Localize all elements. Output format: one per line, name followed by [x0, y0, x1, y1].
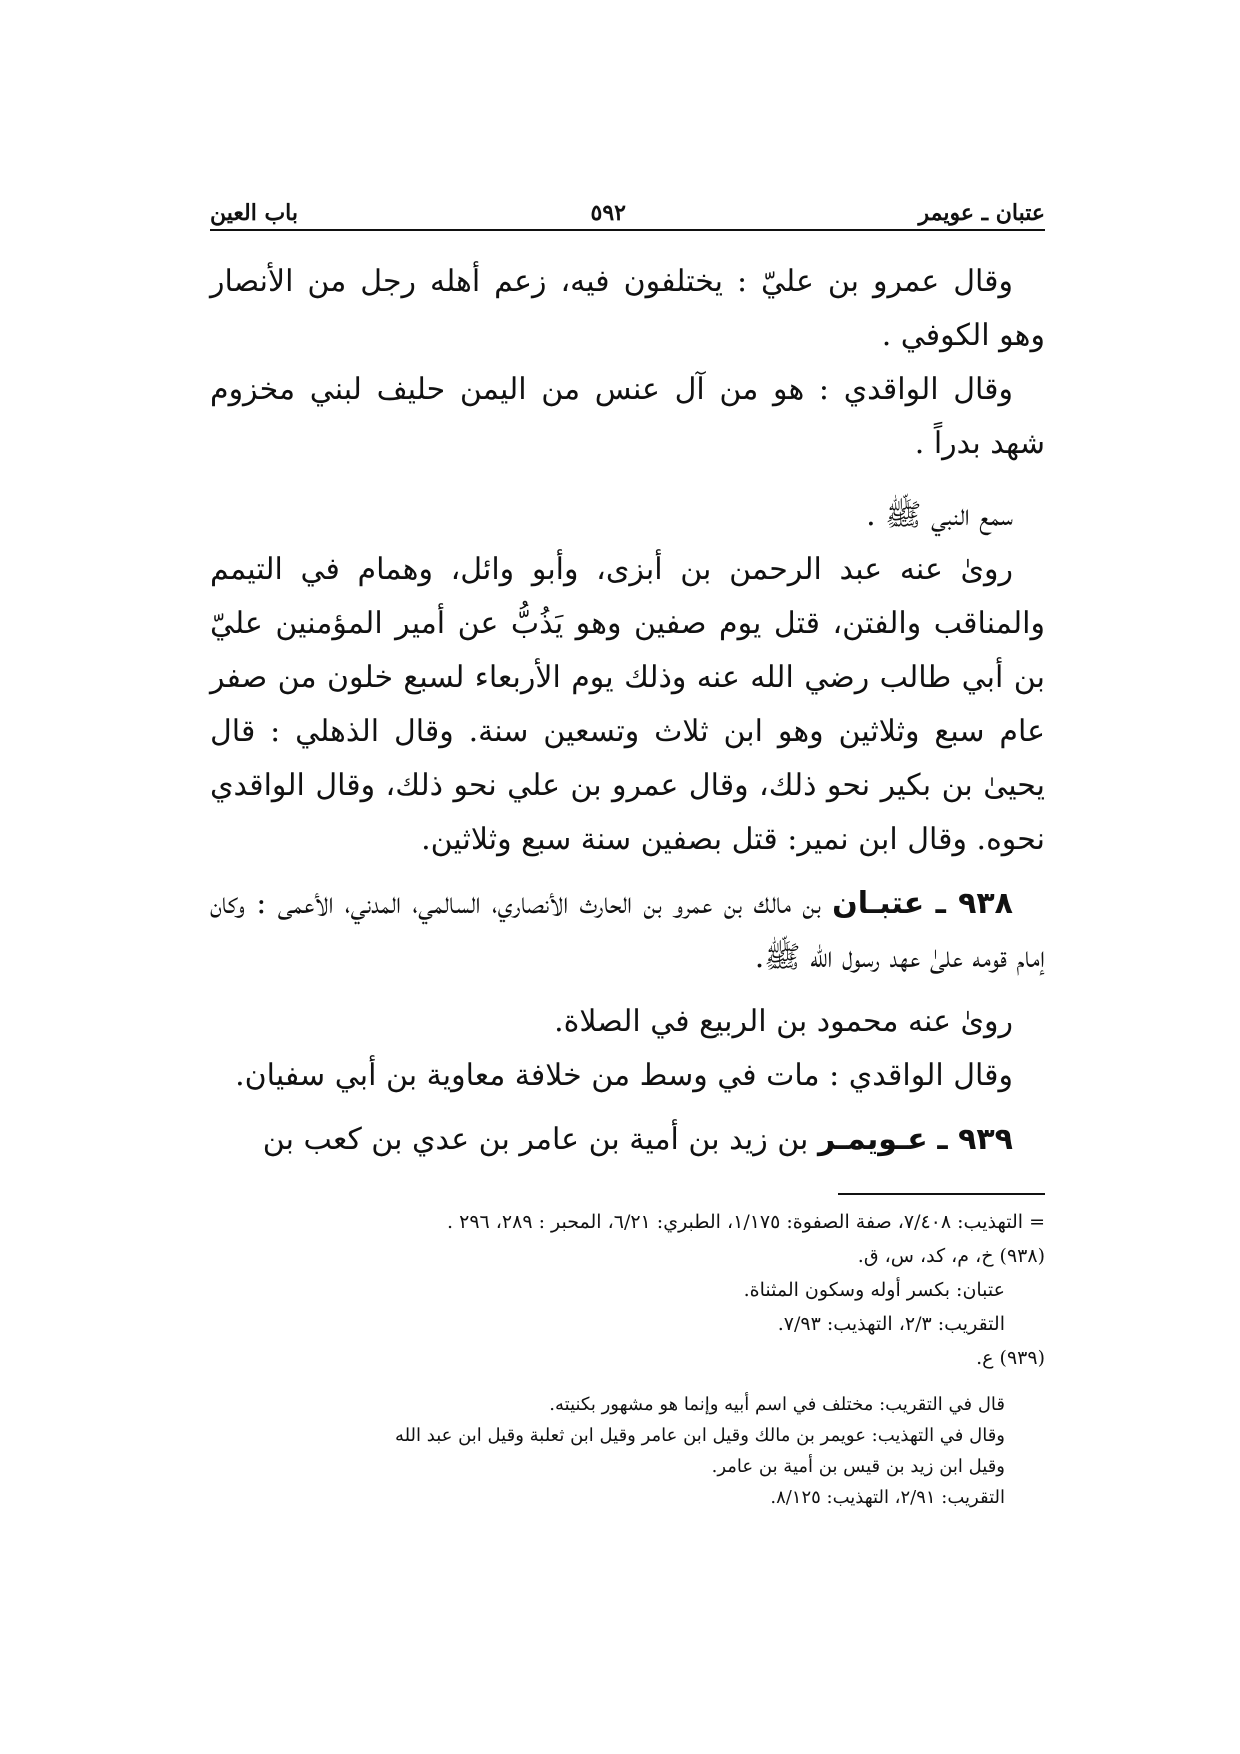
paragraph: وقال الواقدي : مات في وسط من خلافة معاوية بن أبي سفيان.: [235, 1058, 1013, 1093]
page-number: ٥٩٢: [590, 200, 626, 226]
paragraph: روىٰ عنه محمود بن الربيع في الصلاة.: [554, 1004, 1013, 1039]
entry-text: بن زيد بن أمية بن عامر بن عدي بن كعب بن: [262, 1122, 818, 1157]
footnote: = التهذيب: ٧/٤٠٨، صفة الصفوة: ١/١٧٥، الطبري: ٦/٢١، المحبر : ٢٨٩، ٢٩٦ .: [447, 1211, 1045, 1233]
running-header: [210, 192, 1045, 226]
footnote: قال في التقريب: مختلف في اسم أبيه وإنما هو مشهور بكنيته.: [549, 1394, 1005, 1415]
entry-939: [210, 1113, 1045, 1167]
entry-text: بن مالك بن عمرو بن الحارث الأنصاري، السالمي، المدني، الأعمى : وكان إمام قومه علىٰ عهد رسول الله ﷺ.: [210, 886, 1045, 975]
paragraph: سمع النبي ﷺ .: [866, 498, 1013, 533]
footnote: التقريب: ٢/٣، التهذيب: ٧/٩٣.: [777, 1313, 1005, 1335]
entry-number: ٩٣٩ ـ: [937, 1122, 1013, 1157]
footnote-rule: [838, 1193, 1045, 1195]
paragraph: وقال الواقدي : هو من آل عنس من اليمن حليف لبني مخزوم شهد بدراً .: [210, 372, 1045, 461]
entry-938: [210, 877, 1045, 985]
header-chapter-range: عتبان ـ عويمر: [918, 200, 1045, 226]
paragraph: روىٰ عنه عبد الرحمن بن أبزى، وأبو وائل، وهمام في التيمم والمناقب والفتن، قتل يوم صفين وهو يَذُبُّ عن أمير المؤمنين عليّ بن أبي طالب رضي الله عنه وذلك يوم الأربعاء لسبع خلون من صفر عام سبع وثلاثين وهو ابن ثلاث وتسعين سنة. وقال الذهلي : قال يحيىٰ بن بكير نحو ذلك، وقال عمرو بن علي نحو ذلك، وقال الواقدي نحوه. وقال ابن نمير: قتل بصفين سنة سبع وثلاثين.: [210, 552, 1045, 857]
footnote: (٩٣٨) خ، م، كد، س، ق.: [857, 1245, 1045, 1267]
paragraph: وقال عمرو بن عليّ : يختلفون فيه، زعم أهله رجل من الأنصار وهو الكوفي .: [210, 264, 1045, 353]
header-section-title: باب العين: [210, 200, 299, 226]
entry-name: عتبـان: [832, 886, 925, 921]
entry-number: ٩٣٨ ـ: [935, 886, 1013, 921]
footnote: وقال في التهذيب: عويمر بن مالك وقيل ابن عامر وقيل ابن ثعلبة وقيل ابن عبد الله: [394, 1425, 1005, 1446]
footnote: عتبان: بكسر أوله وسكون المثناة.: [743, 1279, 1005, 1301]
footnote: وقيل ابن زيد بن قيس بن أمية بن عامر.: [711, 1456, 1005, 1477]
entry-name: عـويمـر: [817, 1122, 928, 1157]
header-rule: [210, 229, 1045, 231]
footnote: (٩٣٩) ع.: [976, 1347, 1045, 1369]
main-text: [210, 255, 1045, 1167]
footnotes: [210, 1205, 1045, 1513]
footnote: التقريب: ٢/٩١، التهذيب: ٨/١٢٥.: [770, 1487, 1005, 1508]
